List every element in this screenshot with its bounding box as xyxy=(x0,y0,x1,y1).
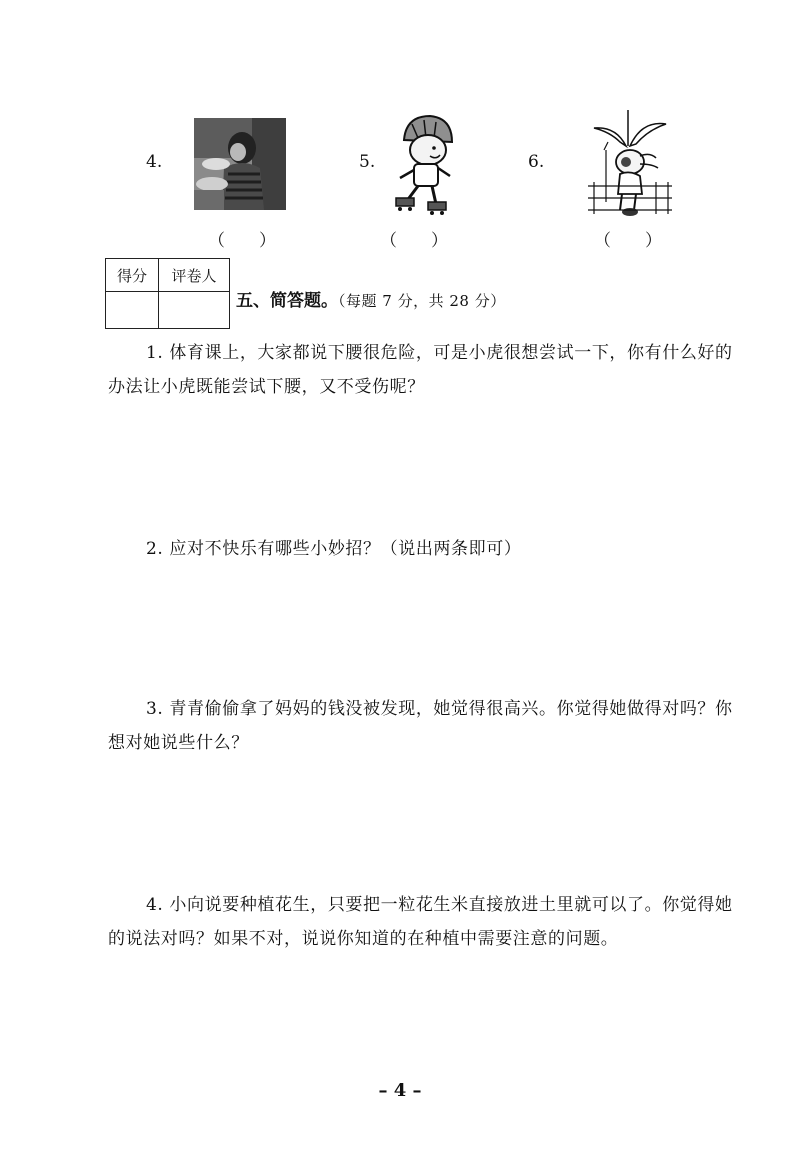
section-title: 五、简答题。 xyxy=(236,291,338,311)
picture-4-number: 4. xyxy=(146,152,163,172)
girl-eating-photo xyxy=(194,118,286,210)
grader-cell[interactable] xyxy=(159,292,230,329)
question-4: 4. 小向说要种植花生，只要把一粒花生米直接放进土里就可以了。你觉得她的说法对吗？如果不对，说说你知道的在种植中需要注意的问题。 xyxy=(108,895,733,949)
question-3: 3. 青青偷偷拿了妈妈的钱没被发现，她觉得很高兴。你觉得她做得对吗？你想对她说些什么？ xyxy=(108,699,733,753)
page-number: – 4 – xyxy=(378,1080,422,1101)
question-2: 2. 应对不快乐有哪些小妙招？（说出两条即可） xyxy=(146,539,522,559)
score-cell[interactable] xyxy=(106,292,159,329)
helmet-skater-drawing xyxy=(392,112,458,216)
question-1: 1. 体育课上，大家都说下腰很危险，可是小虎很想尝试一下，你有什么好的办法让小虎既能尝试下腰，又不受伤呢？ xyxy=(108,343,733,397)
grader-label: 评卷人 xyxy=(159,259,230,292)
score-table xyxy=(105,258,230,329)
picture-5-number: 5. xyxy=(359,152,376,172)
picture-6-answer: （ ） xyxy=(594,231,662,251)
picture-4-answer: （ ） xyxy=(208,231,276,251)
score-label: 得分 xyxy=(106,259,159,292)
picture-5-answer: （ ） xyxy=(380,231,448,251)
picture-6-number: 6. xyxy=(528,152,545,172)
girl-at-fence-drawing xyxy=(586,106,672,218)
section-heading xyxy=(236,286,506,311)
section-note: （每题 7 分，共 28 分） xyxy=(338,292,506,310)
